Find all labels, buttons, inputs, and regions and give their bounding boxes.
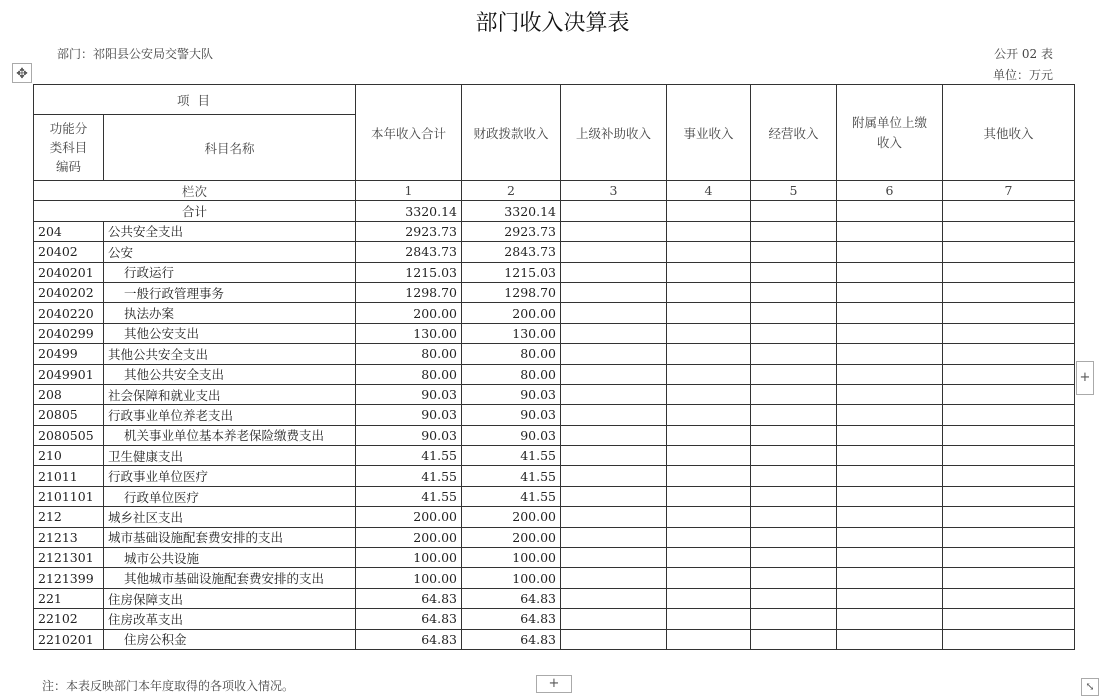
row-index-6: 6 xyxy=(837,181,943,201)
value-col-3[interactable] xyxy=(561,507,667,527)
value-col-5[interactable] xyxy=(751,629,837,649)
move-icon[interactable]: ✥ xyxy=(12,63,32,83)
value-col-6[interactable] xyxy=(837,344,943,364)
value-col-3[interactable] xyxy=(561,384,667,404)
table-row xyxy=(34,282,1075,302)
value-col-1[interactable]: 64.83 xyxy=(356,629,462,649)
value-col-6[interactable] xyxy=(837,486,943,506)
table-row xyxy=(34,242,1075,262)
subject-name: 城市基础设施配套费安排的支出 xyxy=(104,527,356,547)
footnote: 注：本表反映部门本年度取得的各项收入情况。 xyxy=(42,679,295,693)
value-col-3[interactable] xyxy=(561,262,667,282)
value-col-3[interactable] xyxy=(561,425,667,445)
subject-name: 其他公共安全支出 xyxy=(104,344,356,364)
subject-code: 2049901 xyxy=(34,364,104,384)
value-col-6[interactable] xyxy=(837,629,943,649)
value-col-7[interactable] xyxy=(943,323,1075,343)
value-col-1[interactable]: 80.00 xyxy=(356,344,462,364)
subject-code: 221 xyxy=(34,588,104,608)
value-col-6[interactable] xyxy=(837,221,943,241)
value-col-5[interactable] xyxy=(751,588,837,608)
value-col-3[interactable] xyxy=(561,527,667,547)
subject-name: 行政事业单位医疗 xyxy=(104,466,356,486)
value-col-7[interactable] xyxy=(943,486,1075,506)
value-col-2[interactable]: 100.00 xyxy=(462,548,561,568)
value-col-3[interactable] xyxy=(561,466,667,486)
table-row xyxy=(34,405,1075,425)
subject-name: 执法办案 xyxy=(104,303,356,323)
value-col-6[interactable] xyxy=(837,425,943,445)
value-col-3[interactable] xyxy=(561,629,667,649)
value-col-1[interactable]: 1298.70 xyxy=(356,282,462,302)
value-col-1[interactable]: 200.00 xyxy=(356,507,462,527)
value-col-1[interactable]: 41.55 xyxy=(356,466,462,486)
subject-name: 行政事业单位养老支出 xyxy=(104,405,356,425)
value-col-5[interactable] xyxy=(751,609,837,629)
value-col-4[interactable] xyxy=(667,609,751,629)
table-row xyxy=(34,486,1075,506)
unit-label: 单位：万元 xyxy=(992,68,1053,82)
value-col-6[interactable] xyxy=(837,364,943,384)
value-col-6[interactable] xyxy=(837,323,943,343)
value-col-6[interactable] xyxy=(837,507,943,527)
value-col-6[interactable] xyxy=(837,548,943,568)
value-col-6[interactable] xyxy=(837,568,943,588)
value-col-5[interactable] xyxy=(751,364,837,384)
value-col-2[interactable]: 64.83 xyxy=(462,588,561,608)
value-col-6[interactable] xyxy=(837,446,943,466)
value-col-3[interactable] xyxy=(561,221,667,241)
value-col-7[interactable] xyxy=(943,609,1075,629)
subject-code: 208 xyxy=(34,384,104,404)
value-col-5[interactable] xyxy=(751,405,837,425)
subject-code: 212 xyxy=(34,507,104,527)
subject-code: 2040201 xyxy=(34,262,104,282)
subject-code: 204 xyxy=(34,221,104,241)
subject-code: 2121301 xyxy=(34,548,104,568)
subject-name: 机关事业单位基本养老保险缴费支出 xyxy=(104,425,356,445)
table-row xyxy=(34,303,1075,323)
value-col-3[interactable] xyxy=(561,588,667,608)
total-col-4[interactable] xyxy=(667,201,751,221)
value-col-4[interactable] xyxy=(667,405,751,425)
value-col-6[interactable] xyxy=(837,242,943,262)
value-col-5[interactable] xyxy=(751,262,837,282)
header-col-3: 上级补助收入 xyxy=(561,85,667,181)
subject-name: 公共安全支出 xyxy=(104,221,356,241)
resize-icon[interactable]: ⤡ xyxy=(1081,678,1099,696)
value-col-7[interactable] xyxy=(943,588,1075,608)
value-col-1[interactable]: 2843.73 xyxy=(356,242,462,262)
value-col-3[interactable] xyxy=(561,323,667,343)
value-col-3[interactable] xyxy=(561,242,667,262)
value-col-6[interactable] xyxy=(837,303,943,323)
value-col-2[interactable]: 80.00 xyxy=(462,364,561,384)
subject-code: 20499 xyxy=(34,344,104,364)
value-col-5[interactable] xyxy=(751,446,837,466)
table-row xyxy=(34,364,1075,384)
value-col-7[interactable] xyxy=(943,548,1075,568)
header-subject-name: 科目名称 xyxy=(104,115,356,181)
total-col-1[interactable]: 3320.14 xyxy=(356,201,462,221)
value-col-1[interactable]: 80.00 xyxy=(356,364,462,384)
value-col-7[interactable] xyxy=(943,466,1075,486)
value-col-5[interactable] xyxy=(751,527,837,547)
value-col-7[interactable] xyxy=(943,262,1075,282)
subject-code: 2040202 xyxy=(34,282,104,302)
value-col-4[interactable] xyxy=(667,548,751,568)
subject-code: 2101101 xyxy=(34,486,104,506)
row-index-7: 7 xyxy=(943,181,1075,201)
table-row xyxy=(34,629,1075,649)
value-col-7[interactable] xyxy=(943,568,1075,588)
subject-code: 22102 xyxy=(34,609,104,629)
value-col-4[interactable] xyxy=(667,364,751,384)
value-col-3[interactable] xyxy=(561,446,667,466)
value-col-4[interactable] xyxy=(667,446,751,466)
value-col-6[interactable] xyxy=(837,527,943,547)
total-col-7[interactable] xyxy=(943,201,1075,221)
value-col-1[interactable]: 41.55 xyxy=(356,446,462,466)
value-col-3[interactable] xyxy=(561,303,667,323)
subject-name: 住房保障支出 xyxy=(104,588,356,608)
value-col-2[interactable]: 1298.70 xyxy=(462,282,561,302)
table-row xyxy=(34,384,1075,404)
subject-code: 2121399 xyxy=(34,568,104,588)
subject-name: 其他公安支出 xyxy=(104,323,356,343)
value-col-1[interactable]: 64.83 xyxy=(356,588,462,608)
subject-name: 其他公共安全支出 xyxy=(104,364,356,384)
value-col-5[interactable] xyxy=(751,548,837,568)
value-col-7[interactable] xyxy=(943,344,1075,364)
value-col-2[interactable]: 1215.03 xyxy=(462,262,561,282)
value-col-5[interactable] xyxy=(751,303,837,323)
value-col-4[interactable] xyxy=(667,262,751,282)
subject-code: 2040299 xyxy=(34,323,104,343)
subject-name: 行政单位医疗 xyxy=(104,486,356,506)
value-col-2[interactable]: 90.03 xyxy=(462,384,561,404)
value-col-5[interactable] xyxy=(751,486,837,506)
value-col-2[interactable]: 64.83 xyxy=(462,629,561,649)
value-col-5[interactable] xyxy=(751,221,837,241)
header-func-code: 功能分 类科目 编码 xyxy=(34,115,104,181)
value-col-7[interactable] xyxy=(943,364,1075,384)
table-row xyxy=(34,527,1075,547)
subject-name: 社会保障和就业支出 xyxy=(104,384,356,404)
value-col-4[interactable] xyxy=(667,282,751,302)
value-col-2[interactable]: 41.55 xyxy=(462,486,561,506)
value-col-4[interactable] xyxy=(667,425,751,445)
row-index-5: 5 xyxy=(751,181,837,201)
subject-name: 行政运行 xyxy=(104,262,356,282)
subject-code: 2210201 xyxy=(34,629,104,649)
value-col-4[interactable] xyxy=(667,588,751,608)
form-number: 公开 02 表 xyxy=(994,47,1053,61)
row-index-1: 1 xyxy=(356,181,462,201)
value-col-1[interactable]: 130.00 xyxy=(356,323,462,343)
value-col-2[interactable]: 100.00 xyxy=(462,568,561,588)
value-col-2[interactable]: 200.00 xyxy=(462,303,561,323)
value-col-3[interactable] xyxy=(561,609,667,629)
value-col-2[interactable]: 200.00 xyxy=(462,507,561,527)
value-col-3[interactable] xyxy=(561,344,667,364)
table-row xyxy=(34,323,1075,343)
value-col-1[interactable]: 90.03 xyxy=(356,405,462,425)
row-index-4: 4 xyxy=(667,181,751,201)
table-row xyxy=(34,466,1075,486)
value-col-5[interactable] xyxy=(751,425,837,445)
value-col-5[interactable] xyxy=(751,344,837,364)
add-column-button[interactable]: + xyxy=(1076,361,1094,395)
subject-name: 公安 xyxy=(104,242,356,262)
table-row xyxy=(34,548,1075,568)
value-col-4[interactable] xyxy=(667,527,751,547)
value-col-2[interactable]: 200.00 xyxy=(462,527,561,547)
total-col-6[interactable] xyxy=(837,201,943,221)
value-col-1[interactable]: 200.00 xyxy=(356,527,462,547)
value-col-4[interactable] xyxy=(667,466,751,486)
value-col-6[interactable] xyxy=(837,466,943,486)
subject-code: 20805 xyxy=(34,405,104,425)
value-col-6[interactable] xyxy=(837,262,943,282)
add-row-button[interactable]: + xyxy=(536,675,572,693)
value-col-2[interactable]: 90.03 xyxy=(462,425,561,445)
subject-code: 21011 xyxy=(34,466,104,486)
table-row xyxy=(34,262,1075,282)
value-col-4[interactable] xyxy=(667,323,751,343)
value-col-1[interactable]: 1215.03 xyxy=(356,262,462,282)
table-row xyxy=(34,609,1075,629)
value-col-1[interactable]: 64.83 xyxy=(356,609,462,629)
value-col-6[interactable] xyxy=(837,384,943,404)
total-col-5[interactable] xyxy=(751,201,837,221)
report-title: 部门收入决算表 xyxy=(475,11,630,36)
total-col-3[interactable] xyxy=(561,201,667,221)
row-index-3: 3 xyxy=(561,181,667,201)
header-col-2: 财政拨款收入 xyxy=(462,85,561,181)
value-col-2[interactable]: 2923.73 xyxy=(462,221,561,241)
value-col-6[interactable] xyxy=(837,588,943,608)
subject-name: 城市公共设施 xyxy=(104,548,356,568)
value-col-1[interactable]: 90.03 xyxy=(356,384,462,404)
total-label: 合计 xyxy=(34,201,356,221)
table-row xyxy=(34,221,1075,241)
total-row xyxy=(34,201,1075,221)
subject-code: 21213 xyxy=(34,527,104,547)
value-col-7[interactable] xyxy=(943,282,1075,302)
value-col-2[interactable]: 41.55 xyxy=(462,466,561,486)
row-index-label: 栏次 xyxy=(34,181,356,201)
value-col-2[interactable]: 41.55 xyxy=(462,446,561,466)
subject-name: 住房改革支出 xyxy=(104,609,356,629)
value-col-3[interactable] xyxy=(561,568,667,588)
value-col-4[interactable] xyxy=(667,568,751,588)
row-index-2: 2 xyxy=(462,181,561,201)
table-row xyxy=(34,588,1075,608)
total-col-2[interactable]: 3320.14 xyxy=(462,201,561,221)
value-col-1[interactable]: 90.03 xyxy=(356,425,462,445)
value-col-2[interactable]: 80.00 xyxy=(462,344,561,364)
value-col-3[interactable] xyxy=(561,548,667,568)
value-col-5[interactable] xyxy=(751,282,837,302)
income-table xyxy=(33,84,1075,650)
value-col-4[interactable] xyxy=(667,303,751,323)
value-col-1[interactable]: 200.00 xyxy=(356,303,462,323)
subject-code: 210 xyxy=(34,446,104,466)
value-col-1[interactable]: 100.00 xyxy=(356,568,462,588)
value-col-7[interactable] xyxy=(943,405,1075,425)
table-row xyxy=(34,344,1075,364)
value-col-3[interactable] xyxy=(561,364,667,384)
header-col-1: 本年收入合计 xyxy=(356,85,462,181)
value-col-4[interactable] xyxy=(667,486,751,506)
value-col-1[interactable]: 100.00 xyxy=(356,548,462,568)
header-item: 项 目 xyxy=(34,85,356,115)
value-col-2[interactable]: 130.00 xyxy=(462,323,561,343)
value-col-2[interactable]: 2843.73 xyxy=(462,242,561,262)
value-col-4[interactable] xyxy=(667,629,751,649)
table-row xyxy=(34,568,1075,588)
value-col-3[interactable] xyxy=(561,486,667,506)
value-col-7[interactable] xyxy=(943,303,1075,323)
subject-name: 其他城市基础设施配套费安排的支出 xyxy=(104,568,356,588)
header-col-6: 附属单位上缴 收入 xyxy=(837,85,943,181)
value-col-1[interactable]: 41.55 xyxy=(356,486,462,506)
subject-code: 2080505 xyxy=(34,425,104,445)
value-col-7[interactable] xyxy=(943,446,1075,466)
header-col-7: 其他收入 xyxy=(943,85,1075,181)
value-col-6[interactable] xyxy=(837,405,943,425)
value-col-5[interactable] xyxy=(751,242,837,262)
subject-name: 卫生健康支出 xyxy=(104,446,356,466)
value-col-2[interactable]: 64.83 xyxy=(462,609,561,629)
header-col-5: 经营收入 xyxy=(751,85,837,181)
header-col-4: 事业收入 xyxy=(667,85,751,181)
department-label: 部门：祁阳县公安局交警大队 xyxy=(57,47,214,61)
value-col-7[interactable] xyxy=(943,425,1075,445)
value-col-7[interactable] xyxy=(943,507,1075,527)
table-row xyxy=(34,425,1075,445)
value-col-6[interactable] xyxy=(837,609,943,629)
value-col-5[interactable] xyxy=(751,323,837,343)
value-col-4[interactable] xyxy=(667,507,751,527)
value-col-7[interactable] xyxy=(943,384,1075,404)
value-col-4[interactable] xyxy=(667,344,751,364)
value-col-4[interactable] xyxy=(667,242,751,262)
value-col-7[interactable] xyxy=(943,527,1075,547)
value-col-6[interactable] xyxy=(837,282,943,302)
value-col-3[interactable] xyxy=(561,405,667,425)
value-col-7[interactable] xyxy=(943,221,1075,241)
value-col-3[interactable] xyxy=(561,282,667,302)
table-row xyxy=(34,446,1075,466)
value-col-5[interactable] xyxy=(751,507,837,527)
value-col-5[interactable] xyxy=(751,384,837,404)
value-col-5[interactable] xyxy=(751,466,837,486)
value-col-5[interactable] xyxy=(751,568,837,588)
subject-name: 一般行政管理事务 xyxy=(104,282,356,302)
subject-code: 20402 xyxy=(34,242,104,262)
value-col-2[interactable]: 90.03 xyxy=(462,405,561,425)
subject-name: 住房公积金 xyxy=(104,629,356,649)
subject-code: 2040220 xyxy=(34,303,104,323)
subject-name: 城乡社区支出 xyxy=(104,507,356,527)
table-row xyxy=(34,507,1075,527)
value-col-7[interactable] xyxy=(943,242,1075,262)
value-col-4[interactable] xyxy=(667,221,751,241)
value-col-7[interactable] xyxy=(943,629,1075,649)
value-col-4[interactable] xyxy=(667,384,751,404)
value-col-1[interactable]: 2923.73 xyxy=(356,221,462,241)
